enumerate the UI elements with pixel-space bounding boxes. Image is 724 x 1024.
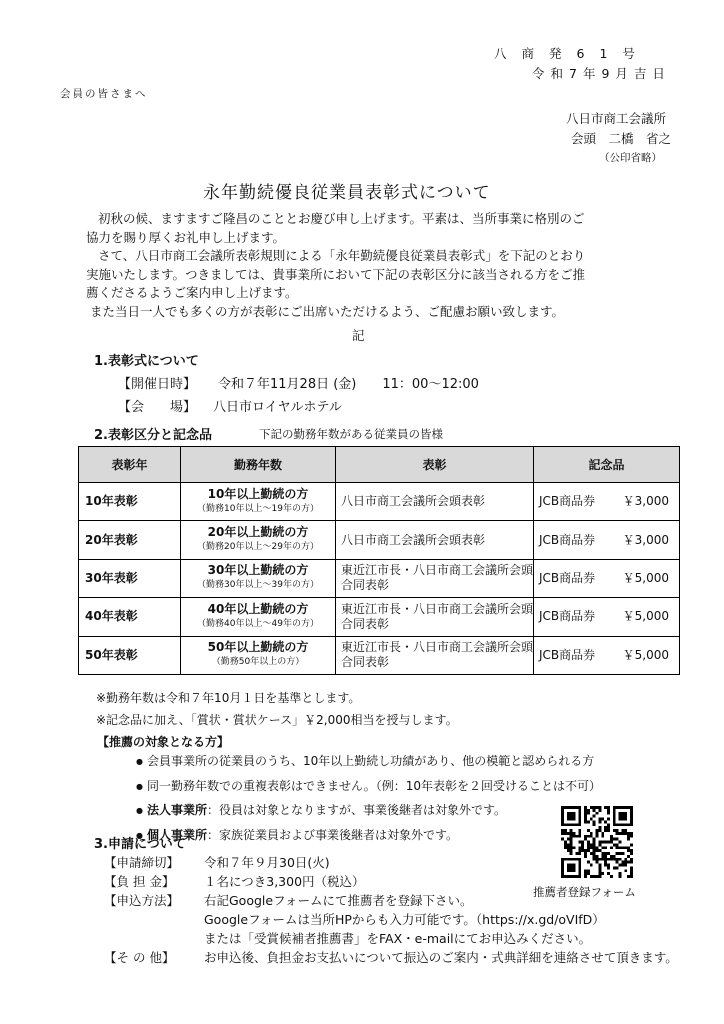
- gift-name: JCB商品券: [539, 570, 596, 585]
- table-row: [79, 598, 680, 636]
- table-row: [79, 636, 680, 674]
- event-date-label: 【開催日時】: [118, 377, 197, 392]
- service-range: （勤務20年以上～29年の方）: [197, 542, 319, 553]
- award-year: 40年表彰: [79, 598, 181, 636]
- service-years: 20年以上勤続の方: [207, 525, 309, 540]
- award-year: 20年表彰: [79, 521, 181, 559]
- gift-name: JCB商品券: [539, 494, 596, 509]
- service-cell: [181, 559, 336, 597]
- award-name: 東近江市長・八日市商工会議所会頭合同表彰: [336, 559, 534, 597]
- eligibility-heading: 【推薦の対象となる方】: [97, 735, 230, 749]
- table-row: [79, 483, 680, 521]
- application-value: お申込後、負担金お支払いについて振込のご案内・式典詳細を連絡させて頂きます。: [204, 950, 678, 965]
- recipient: 会員の皆さまへ: [60, 88, 148, 100]
- column-header: 表彰年: [79, 447, 181, 483]
- list-item: ● 会員事業所の従業員のうち、10年以上勤続し功績があり、他の模範と認められる方: [136, 750, 601, 775]
- body-text: [86, 210, 686, 321]
- award-year: 50年表彰: [79, 636, 181, 674]
- application-value: Googleフォームは当所HPからも入力可能です。（https://x.gd/oVIfD）: [204, 912, 605, 927]
- event-date-value: 令和７年11月28日 (金) 11：00～12:00: [218, 377, 479, 392]
- table-header-row: [79, 447, 680, 483]
- table-row: [79, 559, 680, 597]
- venue-label: 【会 場】: [118, 400, 197, 415]
- table-row: [79, 521, 680, 559]
- body-line: 初秋の候、ますますご隆昌のこととお慶び申し上げます。平素は、当所事業に格別のご: [98, 211, 585, 226]
- qr-caption: 推薦者登録フォーム: [533, 885, 636, 899]
- gift-amount: ￥3,000: [622, 494, 669, 509]
- service-cell: [181, 636, 336, 674]
- gift-amount: ￥5,000: [622, 609, 669, 624]
- application-label: 【申込方法】: [104, 893, 180, 908]
- qr-code-image[interactable]: [558, 806, 636, 878]
- gift-cell: [534, 598, 680, 636]
- service-range: （勤務30年以上～39年の方）: [197, 580, 319, 591]
- gift-cell: [534, 521, 680, 559]
- column-header: 記念品: [534, 447, 680, 483]
- award-name: 東近江市長・八日市商工会議所会頭合同表彰: [336, 598, 534, 636]
- gift-name: JCB商品券: [539, 647, 596, 662]
- service-range: （勤務50年以上の方）: [211, 657, 305, 668]
- gift-cell: [534, 559, 680, 597]
- gift-amount: ￥3,000: [622, 532, 669, 547]
- award-name: 東近江市長・八日市商工会議所会頭合同表彰: [336, 636, 534, 674]
- sender-name: 会頭 二橋 省之: [571, 131, 672, 146]
- section2-heading: 2.表彰区分と記念品: [94, 428, 212, 443]
- application-value: 令和７年９月30日(火): [204, 855, 330, 870]
- document-title: 永年勤続優良従業員表彰式について: [203, 183, 491, 203]
- application-label: 【そ の 他】: [104, 950, 175, 965]
- body-line: また当日一人でも多くの方が表彰にご出席いただけるよう、ご配慮お願い致します。: [90, 303, 565, 319]
- application-label: 【負 担 金】: [104, 874, 175, 889]
- award-name: 八日市商工会議所会頭表彰: [336, 483, 534, 521]
- award-year: 30年表彰: [79, 559, 181, 597]
- service-years: 40年以上勤続の方: [207, 601, 309, 616]
- service-cell: [181, 483, 336, 521]
- body-line: 協力を賜り厚くお礼申し上げます。: [86, 229, 286, 245]
- gift-name: JCB商品券: [539, 609, 596, 624]
- gift-cell: [534, 483, 680, 521]
- awards-table: [78, 446, 680, 675]
- body-line: 薦くださるようご案内申し上げます。: [86, 285, 298, 300]
- column-header: 勤務年数: [181, 447, 336, 483]
- service-range: （勤務10年以上～19年の方）: [197, 503, 319, 514]
- application-value: または「受賞候補者推薦書」をFAX・e-mailにてお申込みください。: [204, 931, 592, 946]
- application-value: 右記Googleフォームにて推薦者を登録下さい。: [204, 893, 473, 908]
- gift-cell: [534, 636, 680, 674]
- service-range: （勤務40年以上～49年の方）: [197, 618, 319, 629]
- list-item: ● 個人事業所：家族従業員および事業後継者は対象外です。: [136, 824, 601, 849]
- list-item: ● 同一勤務年数での重複表彰はできません。（例：10年表彰を２回受けることは不可）: [136, 775, 601, 800]
- document-number: 八商発61号: [494, 46, 650, 61]
- body-line: 実施いたします。つきましては、貴事業所において下記の表彰区分に該当される方をご推: [86, 266, 586, 282]
- gift-name: JCB商品券: [539, 532, 596, 547]
- application-value: １名につき3,300円（税込）: [204, 874, 365, 889]
- eligibility-list: [136, 750, 601, 848]
- body-line: さて、八日市商工会議所表彰規則による「永年勤続優良従業員表彰式」を下記のとおり: [98, 248, 586, 263]
- document-date: 令和7年9月吉日: [532, 66, 671, 81]
- service-years: 10年以上勤続の方: [207, 486, 309, 501]
- list-item: ● 法人事業所：役員は対象となりますが、事業後継者は対象外です。: [136, 799, 601, 824]
- gift-amount: ￥5,000: [622, 647, 669, 662]
- venue-value: 八日市ロイヤルホテル: [213, 400, 342, 415]
- service-years: 50年以上勤続の方: [207, 640, 309, 655]
- gift-amount: ￥5,000: [622, 570, 669, 585]
- award-year: 10年表彰: [79, 483, 181, 521]
- service-cell: [181, 521, 336, 559]
- table-note: ※記念品に加え、「賞状・賞状ケース」￥2,000相当を授与します。: [96, 713, 458, 727]
- application-label: 【申請締切】: [104, 855, 180, 870]
- sender-org: 八日市商工会議所: [566, 111, 667, 126]
- column-header: 表彰: [336, 447, 534, 483]
- service-years: 30年以上勤続の方: [207, 563, 309, 578]
- award-name: 八日市商工会議所会頭表彰: [336, 521, 534, 559]
- service-cell: [181, 598, 336, 636]
- seal-note: （公印省略）: [599, 152, 662, 164]
- table-note: ※勤務年数は令和７年10月１日を基準とします。: [96, 691, 361, 705]
- ki-mark: 記: [352, 328, 365, 343]
- section3-heading: 3.申請について: [94, 837, 186, 852]
- section1-heading: 1.表彰式について: [94, 354, 199, 369]
- section2-note: 下記の勤務年数がある従業員の皆様: [259, 427, 443, 441]
- application-row: [104, 948, 678, 967]
